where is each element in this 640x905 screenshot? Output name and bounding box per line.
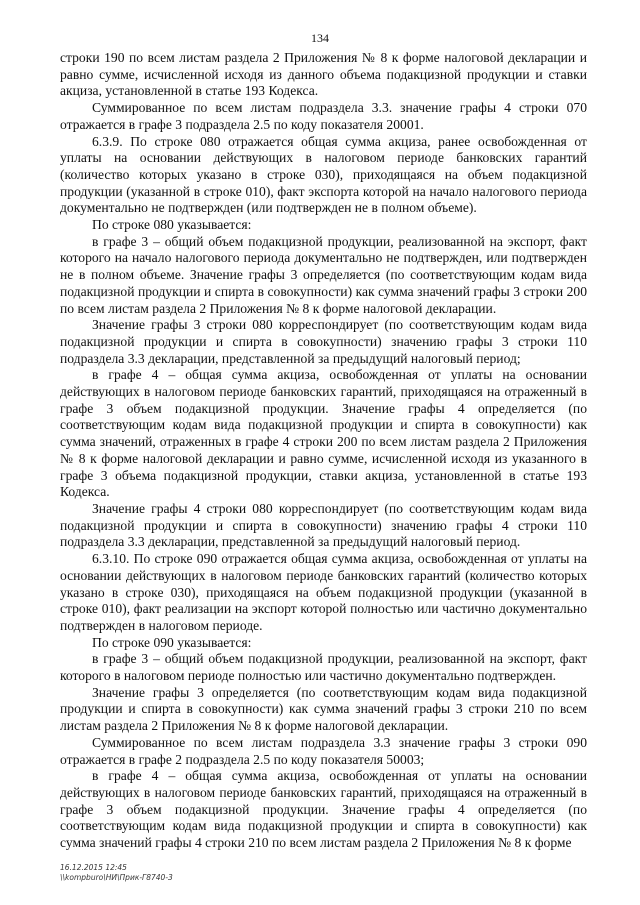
paragraph: 6.3.9. По строке 080 отражается общая сумма акциза, ранее освобожденная от уплаты на основании действующих в налоговом периоде банковских гарантий (количество которых указано в строке 030), приходящаяся на объем подакцизной продукции (указанной в строке 010), факт экспорта которой на начало налогового периода документально не подтвержден (или подтвержден не в полном объеме).: [60, 133, 587, 216]
page-number: 134: [311, 31, 329, 45]
paragraph: в графе 3 – общий объем подакцизной продукции, реализованной на экспорт, факт которого на начало налогового периода документально не подтвержден, или подтвержден не в полном объеме. Значение графы 3 определяется (по соответствующим кодам вида подакцизной продукции и спирта в совокупности) как сумма значений графы 3 строки 200 по всем листам раздела 2 Приложения № 8 к форме налоговой декларации.: [60, 233, 587, 316]
paragraph: Суммированное по всем листам подраздела 3.3 значение графы 3 строки 090 отражается в графе 2 подраздела 2.5 по коду показателя 50003;: [60, 734, 587, 767]
footer-file-path: \\kompburo\НИ\Прик-Г8740-3: [60, 873, 173, 882]
paragraph: По строке 090 указывается:: [92, 634, 252, 650]
document-body: [60, 50, 587, 852]
paragraph: в графе 4 – общая сумма акциза, освобожденная от уплаты на основании действующих в налоговом периоде банковских гарантий, приходящаяся на отраженный в графе 3 объем подакцизной продукции. Значение графы 4 определяется (по соответствующим кодам вида подакцизной продукции и спирта в совокупности) как сумма значений, отраженных в графе 4 строки 200 по всем листам раздела 2 Приложения № 8 к форме налоговой декларации и равно сумме, исчисленной исходя из указанного в графе 3 объема подакцизной продукции, ставки акциза, установленной в статье 193 Кодекса.: [60, 367, 587, 500]
paragraph: Суммированное по всем листам подраздела 3.3. значение графы 4 строки 070 отражается в графе 3 подраздела 2.5 по коду показателя 20001.: [60, 100, 587, 132]
paragraph: Значение графы 3 строки 080 корреспондирует (по соответствующим кодам вида подакцизной продукции и спирта в совокупности) значению графы 3 строки 110 подраздела 3.3 декларации, представленной за предыдущий налоговый период;: [60, 317, 587, 366]
paragraph: Значение графы 4 строки 080 корреспондирует (по соответствующим кодам вида подакцизной продукции и спирта в совокупности) значению графы 4 строки 110 подраздела 3.3 декларации, представленной за предыдущий налоговый период.: [60, 500, 587, 550]
footer-timestamp: 16.12.2015 12:45: [60, 863, 127, 872]
document-footer: [60, 863, 173, 883]
paragraph: строки 190 по всем листам раздела 2 Приложения № 8 к форме налоговой декларации и равно сумме, исчисленной исходя из данного объема подакцизной продукции и ставки акциза, установленной в статье 193 Кодекса.: [60, 50, 587, 99]
paragraph: в графе 3 – общий объем подакцизной продукции, реализованной на экспорт, факт которого в налоговом периоде полностью или частично документально подтвержден.: [60, 651, 587, 684]
paragraph: в графе 4 – общая сумма акциза, освобожденная от уплаты на основании действующих в налоговом периоде банковских гарантий, приходящаяся на отраженный в графе 3 объем подакцизной продукции. Значение графы 4 определяется (по соответствующим кодам вида подакцизной продукции и спирта в совокупности) как сумма значений графы 4 строки 210 по всем листам раздела 2 Приложения № 8 к форме: [60, 768, 587, 851]
paragraph: Значение графы 3 определяется (по соответствующим кодам вида подакцизной продукции и спирта в совокупности) как сумма значений графы 3 строки 210 по всем листам раздела 2 Приложения № 8 к форме налоговой декларации.: [60, 684, 587, 734]
paragraph: По строке 080 указывается:: [92, 217, 252, 233]
paragraph: 6.3.10. По строке 090 отражается общая сумма акциза, освобожденная от уплаты на основании действующих в налоговом периоде банковских гарантий (количество которых указано в строке 030), приходящаяся на объем подакцизной продукции (указанной в строке 010), факт реализации на экспорт которой полностью или частично документально подтвержден в налоговом периоде.: [60, 551, 587, 633]
